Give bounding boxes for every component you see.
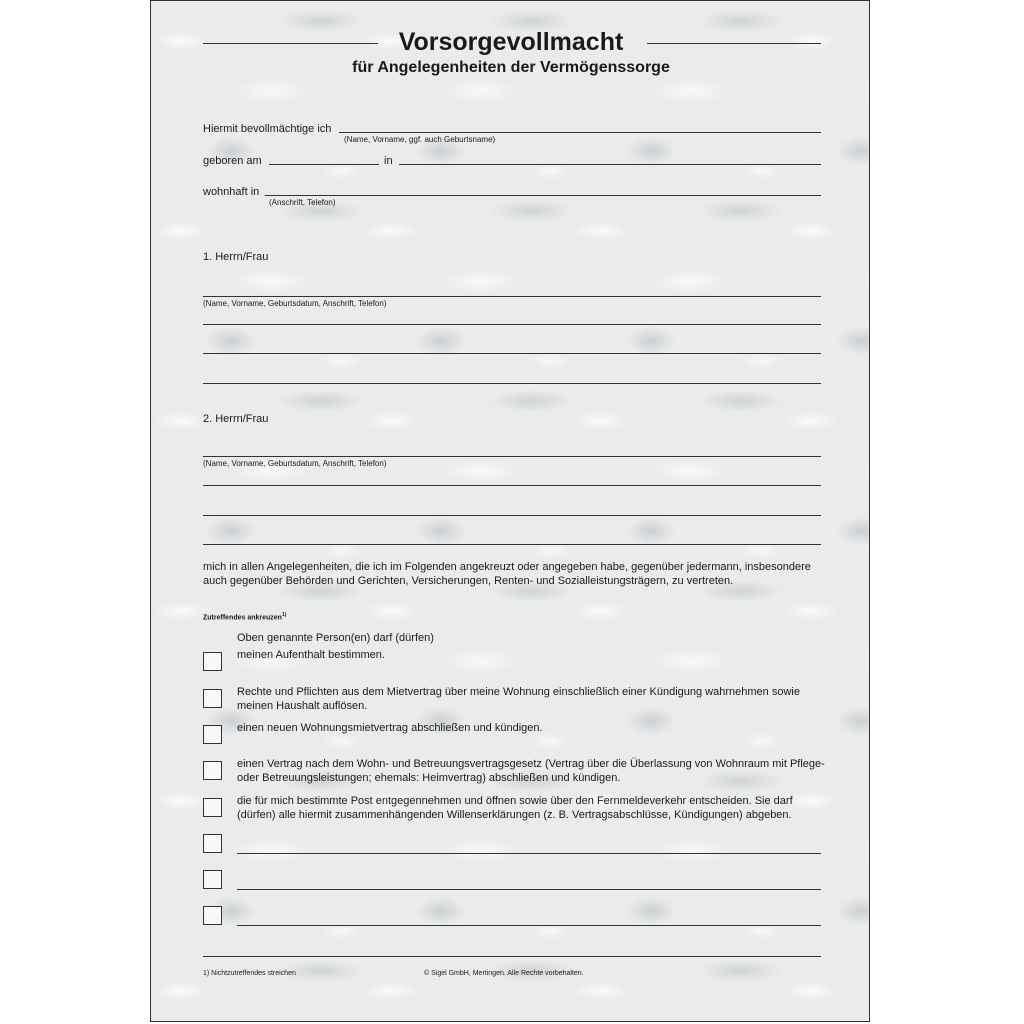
checklist-item-1: meinen Aufenthalt bestimmen. [237,649,385,661]
checklist-item-2: Rechte und Pflichten aus dem Mietvertrag über meine Wohnung einschließlich einer Kündigung wahrnehmen sowie meinen Haushalt auflösen. [237,686,800,712]
authorize-label: Hiermit bevollmächtige ich [203,123,332,135]
residence-hint: (Anschrift, Telefon) [269,198,336,207]
agent-1-line-4[interactable] [203,383,821,384]
agent-2-line-3[interactable] [203,515,821,516]
residence-field[interactable] [265,195,821,196]
checklist-heading-text: Zutreffendes ankreuzen [203,614,282,622]
checklist-intro: Oben genannte Person(en) darf (dürfen) [237,632,434,644]
form-subtitle: für Angelegenheiten der Vermögenssorge [352,59,670,76]
agent-1-hint: (Name, Vorname, Geburtsdatum, Anschrift, Telefon) [203,299,387,308]
agent-1-line-3[interactable] [203,353,821,354]
born-place-field[interactable] [399,164,821,165]
copyright: © Sigel GmbH, Mertingen. Alle Rechte vorbehalten. [424,970,584,977]
agent-1-line-2[interactable] [203,324,821,325]
scope-text: mich in allen Angelegenheiten, die ich im Folgenden angekreuzt oder angegeben habe, gegenüber jedermann, insbesondere auch gegenüber Behörden und Gerichten, Versicherungen, Renten- und Sozialleistungsträgern, zu vertreten. [203,561,811,587]
agent-2-label: 2. Herrn/Frau [203,413,269,425]
authorize-field[interactable] [339,132,821,133]
checkbox-3[interactable] [203,725,222,744]
checkbox-6[interactable] [203,834,222,853]
born-date-field[interactable] [269,164,379,165]
agent-2-line-4[interactable] [203,544,821,545]
checklist-item-5: die für mich bestimmte Post entgegennehmen und öffnen sowie über den Fernmeldeverkehr entscheiden. Sie darf (dürfen) alle hiermit zusammenhängenden Willenserklärungen (z. B. Vertragsabschlüsse, Kündigungen) abgeben. [237,795,793,821]
agent-1-label: 1. Herrn/Frau [203,251,269,263]
checkbox-8[interactable] [203,906,222,925]
form-sheet [150,0,870,1022]
agent-2-hint: (Name, Vorname, Geburtsdatum, Anschrift, Telefon) [203,459,387,468]
born-label: geboren am [203,155,262,167]
authorize-hint: (Name, Vorname, ggf. auch Geburtsname) [344,135,496,144]
born-in-label: in [384,155,393,167]
checkbox-4[interactable] [203,761,222,780]
checkbox-1[interactable] [203,652,222,671]
footer-rule [203,956,821,957]
checkbox-5[interactable] [203,798,222,817]
checklist-item-4: einen Vertrag nach dem Wohn- und Betreuungsvertragsgesetz (Vertrag über die Überlassung von Wohnraum mit Pflege- oder Betreuungsleistungen; ehemals: Heimvertrag) abschließen und kündigen. [237,758,825,784]
custom-line-3[interactable] [237,925,821,926]
checklist-heading-sup: 1) [281,612,287,618]
checklist-item-3: einen neuen Wohnungsmietvertrag abschließen und kündigen. [237,722,543,734]
checkbox-7[interactable] [203,870,222,889]
checklist-heading [203,612,286,621]
agent-1-line-1[interactable] [203,296,821,297]
form-title: Vorsorgevollmacht [398,28,624,56]
agent-2-line-2[interactable] [203,485,821,486]
footnote: 1) Nichtzutreffendes streichen [203,970,296,977]
residence-label: wohnhaft in [203,186,260,198]
custom-line-2[interactable] [237,889,821,890]
custom-line-1[interactable] [237,853,821,854]
agent-2-line-1[interactable] [203,456,821,457]
checkbox-2[interactable] [203,689,222,708]
